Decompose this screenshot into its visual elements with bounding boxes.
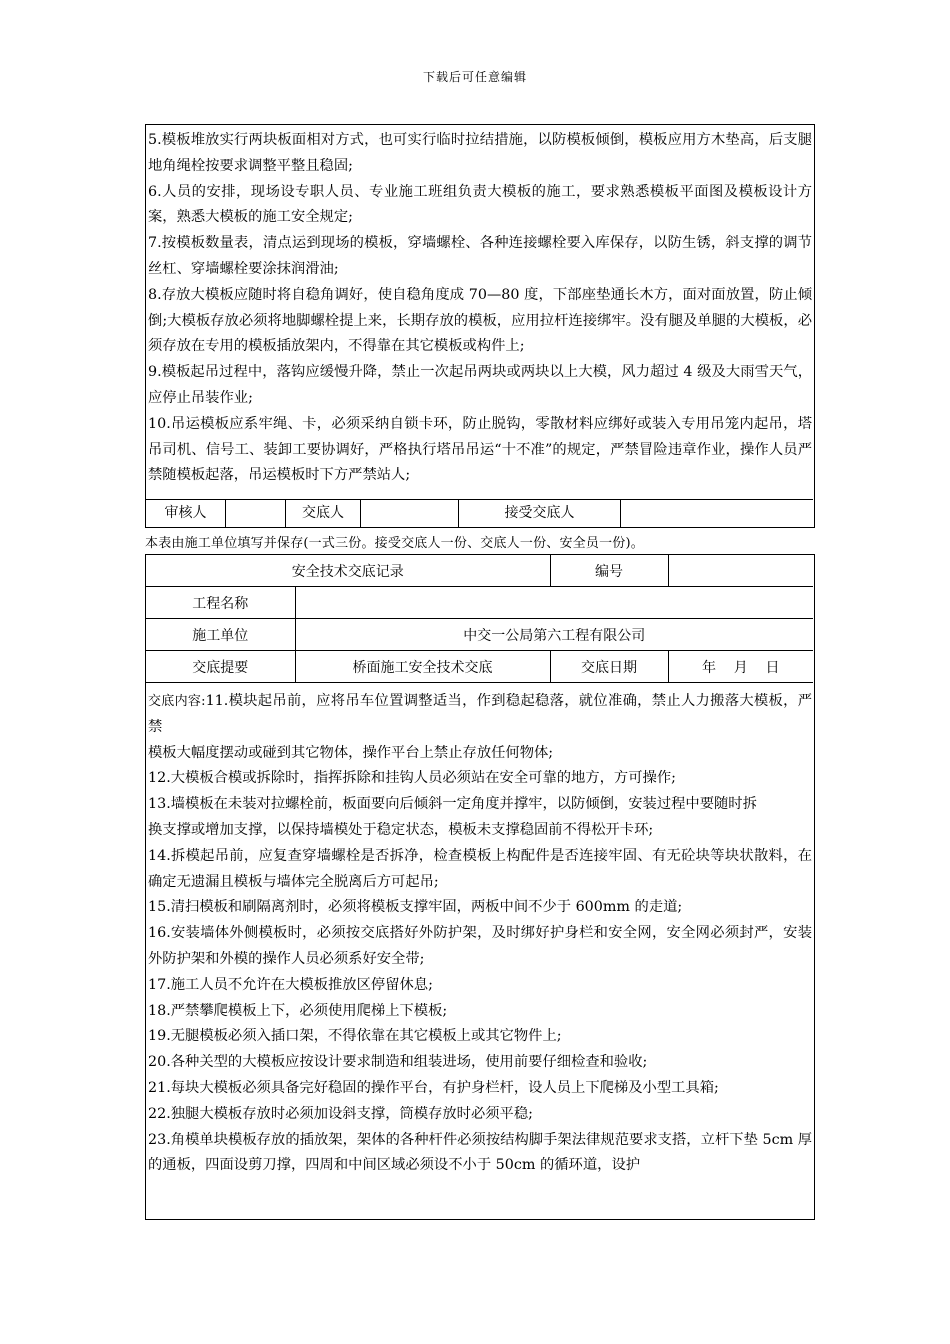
record-title: 安全技术交底记录: [146, 555, 550, 587]
record-header-table: [146, 555, 813, 683]
number-value: [668, 555, 813, 587]
clause-6: 6.人员的安排，现场设专职人员、专业施工班组负责大模板的施工，要求熟悉模板平面图及模板设计方案，熟悉大模板的施工安全规定;: [148, 183, 812, 226]
date-label: 交底日期: [550, 651, 668, 683]
clause-9: 9.模板起吊过程中，落钩应缓慢升降，禁止一次起吊两块或两块以上大模，风力超过 4 级及大雨雪天气，应停止吊装作业;: [148, 364, 812, 406]
clause-11-text: 11.模块起吊前，应将吊车位置调整适当，作到稳起稳落，就位准确，禁止人力搬落大模板，严禁: [148, 693, 812, 735]
reviewer-label: 审核人: [146, 500, 226, 527]
unit-label: 施工单位: [146, 619, 295, 651]
table-footnote: 本表由施工单位填写并保存(一式三份。接受交底人一份、交底人一份、安全员一份)。: [145, 536, 644, 551]
clause-22: 22.独腿大模板存放时必须加设斜支撑，筒模存放时必须平稳;: [148, 1105, 533, 1122]
project-label: 工程名称: [146, 587, 295, 619]
signature-row: [146, 499, 813, 527]
disclosure-record-box: [145, 554, 815, 1220]
reviewer-value: [226, 500, 286, 527]
clause-12: 12.大模板合模或拆除时，指挥拆除和挂钩人员必须站在安全可靠的地方，方可操作;: [148, 770, 676, 787]
disclosure-content: [148, 689, 812, 1179]
clause-19: 19.无腿模板必须入插口架，不得依靠在其它模板上或其它物件上;: [148, 1028, 562, 1045]
disclosure-continuation-box: [145, 124, 815, 528]
clause-5: 5.模板堆放实行两块板面相对方式，也可实行临时拉结措施，以防模板倾倒，模板应用方木垫高，后支腿地角绳栓按要求调整平整且稳固;: [148, 132, 812, 174]
unit-value: 中交一公局第六工程有限公司: [295, 619, 813, 651]
receiver-value: [621, 500, 813, 527]
clause-18: 18.严禁攀爬模板上下，必须使用爬梯上下模板;: [148, 1002, 448, 1019]
project-value: [295, 587, 813, 619]
discloser-label: 交底人: [286, 500, 361, 527]
clause-11-line-1: [148, 689, 812, 741]
content-label: 交底内容:: [148, 694, 206, 709]
clause-16: 16.安装墙体外侧模板时，必须按交底搭好外防护架，及时绑好护身栏和安全网，安全网必须封严，安装外防护架和外模的操作人员必须系好安全带;: [148, 925, 812, 967]
clause-14: 14.拆模起吊前，应复查穿墙螺栓是否拆净，检查模板上构配件是否连接牢固、有无砼块等块状散料，在确定无遗漏且模板与墙体完全脱离后方可起吊;: [148, 847, 812, 890]
receiver-label: 接受交底人: [459, 500, 621, 527]
summary-value: 桥面施工安全技术交底: [295, 651, 550, 683]
clause-21: 21.每块大模板必须具备完好稳固的操作平台，有护身栏杆，设人员上下爬梯及小型工具箱;: [148, 1079, 719, 1096]
date-value: 年 月 日: [668, 651, 813, 683]
clause-13-line-2: 换支撑或增加支撑，以保持墙模处于稳定状态，模板未支撑稳固前不得松开卡环;: [148, 821, 654, 838]
disclosure-content-continued: [148, 128, 812, 489]
summary-label: 交底提要: [146, 651, 295, 683]
clause-8: 8.存放大模板应随时将自稳角调好，使自稳角度成 70—80 度，下部座垫通长木方，面对面放置，防止倾倒;大模板存放必须将地脚螺栓提上来，长期存放的模板，应用拉杆连接绑牢。没有腿及单腿的大模板，必须存放在专用的模板插放架内，不得靠在其它模板或构件上;: [148, 286, 812, 355]
clause-13-line-1: 13.墙模板在未装对拉螺栓前，板面要向后倾斜一定角度并撑牢，以防倾倒，安装过程中要随时拆: [148, 796, 757, 813]
discloser-value: [361, 500, 459, 527]
clause-20: 20.各种关型的大模板应按设计要求制造和组装进场，使用前要仔细检查和验收;: [148, 1054, 648, 1071]
clause-11-line-2: 模板大幅度摆动或碰到其它物体，操作平台上禁止存放任何物体;: [148, 744, 554, 761]
clause-10: 10.吊运模板应系牢绳、卡，必须采纳自锁卡环，防止脱钩，零散材料应绑好或装入专用吊笼内起吊，塔吊司机、信号工、装卸工要协调好，严格执行塔吊吊运“十不准”的规定，严禁冒险违章作业，操作人员严禁随模板起落，吊运模板时下方严禁站人;: [148, 415, 812, 484]
clause-23: 23.角模单块模板存放的插放架，架体的各种杆件必须按结构脚手架法律规范要求支搭，立杆下垫 5cm 厚的通板，四面设剪刀撑，四周和中间区域必须设不小于 50cm 的循环道，设护: [148, 1131, 812, 1174]
header-note: 下载后可任意编辑: [422, 70, 527, 84]
number-label: 编号: [550, 555, 668, 587]
clause-17: 17.施工人员不允许在大模板推放区停留休息;: [148, 976, 433, 993]
clause-7: 7.按模板数量表，清点运到现场的模板，穿墙螺栓、各种连接螺栓要入库保存，以防生锈，斜支撑的调节丝杠、穿墙螺栓要涂抹润滑油;: [148, 235, 812, 277]
clause-15: 15.清扫模板和刷隔离剂时，必须将模板支撑牢固，两板中间不少于 600mm 的走道;: [148, 899, 683, 916]
